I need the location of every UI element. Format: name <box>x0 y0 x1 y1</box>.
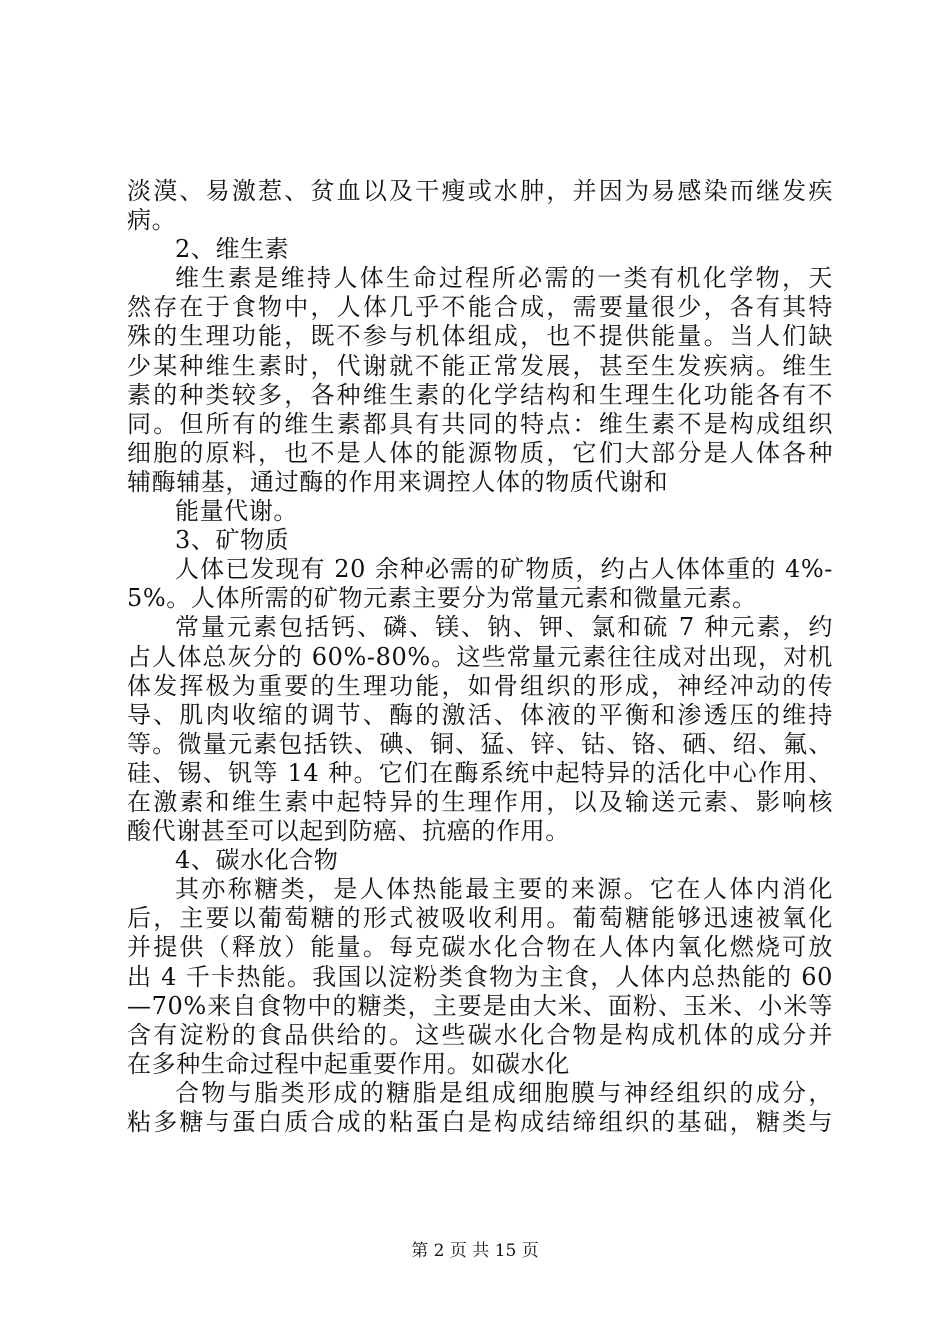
text-line: 素的种类较多，各种维生素的化学结构和生理生化功能各有不 <box>127 380 833 409</box>
text-line: 病。 <box>127 206 177 235</box>
text-line: 同。但所有的维生素都具有共同的特点：维生素不是构成组织 <box>127 409 833 438</box>
text-line: 2、维生素 <box>175 235 290 264</box>
text-line: 出 4 千卡热能。我国以淀粉类食物为主食，人体内总热能的 60 <box>127 962 833 991</box>
text-line: 后，主要以葡萄糖的形式被吸收利用。葡萄糖能够迅速被氧化 <box>127 904 833 933</box>
text-line: 在多种生命过程中起重要作用。如碳水化 <box>127 1049 570 1078</box>
text-line: 淡漠、易激惹、贫血以及干瘦或水肿，并因为易感染而继发疾 <box>127 177 833 205</box>
text-line: 粘多糖与蛋白质合成的粘蛋白是构成结缔组织的基础，糖类与 <box>127 1108 833 1136</box>
text-line: 维生素是维持人体生命过程所必需的一类有机化学物，天 <box>175 264 833 293</box>
text-line: 导、肌肉收缩的调节、酶的激活、体液的平衡和渗透压的维持 <box>127 700 833 729</box>
text-line: 细胞的原料，也不是人体的能源物质，它们大部分是人体各种 <box>127 438 833 467</box>
text-line: 并提供（释放）能量。每克碳水化合物在人体内氧化燃烧可放 <box>127 933 833 962</box>
text-line: 其亦称糖类，是人体热能最主要的来源。它在人体内消化 <box>175 875 833 904</box>
text-line: 含有淀粉的食品供给的。这些碳水化合物是构成机体的成分并 <box>127 1020 833 1049</box>
text-line: 等。微量元素包括铁、碘、铜、猛、锌、钴、铬、硒、绍、氟、 <box>127 729 833 758</box>
text-line: 辅酶辅基，通过酶的作用来调控人体的物质代谢和 <box>127 467 669 496</box>
text-line: 4、碳水化合物 <box>175 846 339 875</box>
text-line: 占人体总灰分的 60%-80%。这些常量元素往往成对出现，对机 <box>127 642 833 671</box>
text-line: 体发挥极为重要的生理功能，如骨组织的形成，神经冲动的传 <box>127 671 833 700</box>
text-line: 合物与脂类形成的糖脂是组成细胞膜与神经组织的成分， <box>175 1078 833 1107</box>
text-line: 殊的生理功能，既不参与机体组成，也不提供能量。当人们缺 <box>127 322 833 351</box>
text-line: 少某种维生素时，代谢就不能正常发展，甚至生发疾病。维生 <box>127 351 833 380</box>
text-line: 能量代谢。 <box>175 497 298 526</box>
text-line: 然存在于食物中，人体几乎不能合成，需要量很少，各有其特 <box>127 293 833 322</box>
text-line: 3、矿物质 <box>175 526 290 555</box>
text-line: 常量元素包括钙、磷、镁、钠、钾、氯和硫 7 种元素，约 <box>175 613 833 642</box>
page-footer: 第 2 页 共 15 页 <box>411 1241 539 1261</box>
text-line: 5%。人体所需的矿物元素主要分为常量元素和微量元素。 <box>127 584 757 613</box>
text-line: 在激素和维生素中起特异的生理作用，以及输送元素、影响核 <box>127 787 833 816</box>
text-line: —70%来自食物中的糖类，主要是由大米、面粉、玉米、小米等 <box>127 991 833 1020</box>
document-body <box>127 177 833 1137</box>
text-line: 硅、锡、钒等 14 种。它们在酶系统中起特异的活化中心作用、 <box>127 758 833 787</box>
text-line: 酸代谢甚至可以起到防癌、抗癌的作用。 <box>127 817 570 846</box>
text-line: 人体已发现有 20 余种必需的矿物质，约占人体体重的 4%- <box>175 555 833 584</box>
